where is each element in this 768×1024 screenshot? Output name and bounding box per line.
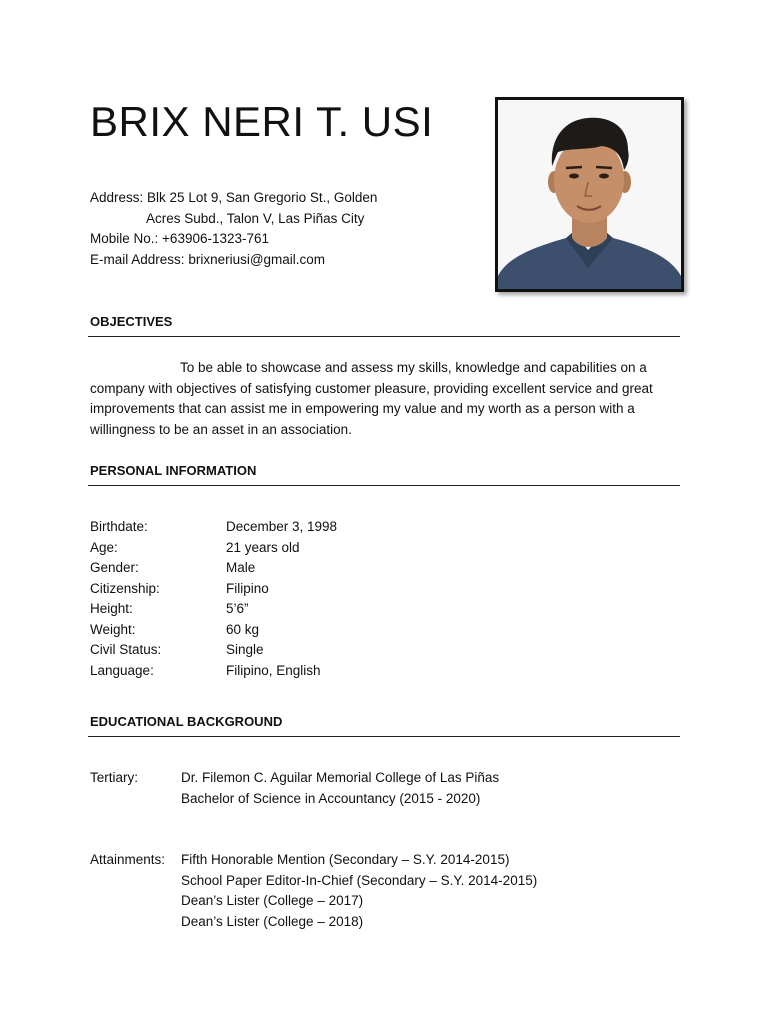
attainment-row <box>90 850 537 871</box>
attainments-block <box>90 850 537 932</box>
info-row <box>90 538 337 559</box>
tertiary-school: Dr. Filemon C. Aguilar Memorial College of Las Piñas <box>181 770 500 785</box>
address-label: Address: <box>90 190 144 205</box>
tertiary-block <box>90 768 499 809</box>
info-row <box>90 640 337 661</box>
info-value: December 3, 1998 <box>226 519 338 534</box>
email-value: brixneriusi@gmail.com <box>188 251 326 267</box>
attainment-item: School Paper Editor-In-Chief (Secondary – S.Y. 2014-2015) <box>181 872 538 888</box>
info-label: Age: <box>90 539 118 555</box>
info-label: Citizenship: <box>90 580 160 596</box>
address-line-2: Acres Subd., Talon V, Las Piñas City <box>146 210 365 226</box>
email-label: E-mail Address: <box>90 251 185 267</box>
objectives-heading: OBJECTIVES <box>90 314 173 329</box>
attainment-item: Fifth Honorable Mention (Secondary – S.Y. 2014-2015) <box>181 852 510 867</box>
address-value: Blk 25 Lot 9, San Gregorio St., Golden <box>147 190 378 205</box>
mobile-value: +63906-1323-761 <box>162 231 270 246</box>
tertiary-course: Bachelor of Science in Accountancy (2015 - 2020) <box>181 790 481 806</box>
info-label: Weight: <box>90 621 136 637</box>
applicant-name: BRIX NERI T. USI <box>90 98 434 145</box>
info-row <box>90 620 337 641</box>
info-row <box>90 517 337 538</box>
personal-info-list <box>90 517 337 681</box>
email-line <box>90 250 377 271</box>
info-value: 5’6” <box>226 601 249 616</box>
attainment-item: Dean’s Lister (College – 2017) <box>181 893 364 908</box>
attainment-row <box>90 891 537 912</box>
personal-info-divider <box>88 485 680 486</box>
profile-photo-illustration <box>498 100 681 289</box>
info-label: Civil Status: <box>90 642 162 657</box>
mobile-line <box>90 229 377 250</box>
tertiary-label: Tertiary: <box>90 770 139 785</box>
info-row <box>90 579 337 600</box>
info-label: Birthdate: <box>90 519 148 534</box>
info-label: Language: <box>90 662 154 678</box>
attainment-item: Dean’s Lister (College – 2018) <box>181 913 364 929</box>
info-row <box>90 558 337 579</box>
education-heading: EDUCATIONAL BACKGROUND <box>90 714 283 729</box>
attainment-row <box>90 912 537 933</box>
attainments-label: Attainments: <box>90 852 166 867</box>
personal-info-heading: PERSONAL INFORMATION <box>90 463 257 478</box>
info-value: Male <box>226 560 256 575</box>
info-value: Single <box>226 642 264 657</box>
mobile-label: Mobile No.: <box>90 231 159 246</box>
address-line-1 <box>90 188 377 209</box>
objectives-divider <box>88 336 680 337</box>
info-label: Height: <box>90 601 133 616</box>
attainment-row <box>90 871 537 892</box>
tertiary-course-row <box>90 789 499 810</box>
info-row <box>90 661 337 682</box>
info-value: 21 years old <box>226 539 300 555</box>
info-value: Filipino, English <box>226 662 321 678</box>
education-divider <box>88 736 680 737</box>
info-label: Gender: <box>90 560 139 575</box>
info-row <box>90 599 337 620</box>
objectives-text <box>90 358 680 440</box>
info-value: Filipino <box>226 580 269 596</box>
profile-photo <box>495 97 684 292</box>
info-value: 60 kg <box>226 621 260 637</box>
tertiary-school-row <box>90 768 499 789</box>
objectives-paragraph: To be able to showcase and assess my skills, knowledge and capabilities on a company with objectives of satisfying customer pleasure, providing excellent service and great improvements that can assist me in empowering my value and my worth as a person with a willingness to be an asset in an association. <box>90 360 653 437</box>
contact-block <box>90 188 377 270</box>
